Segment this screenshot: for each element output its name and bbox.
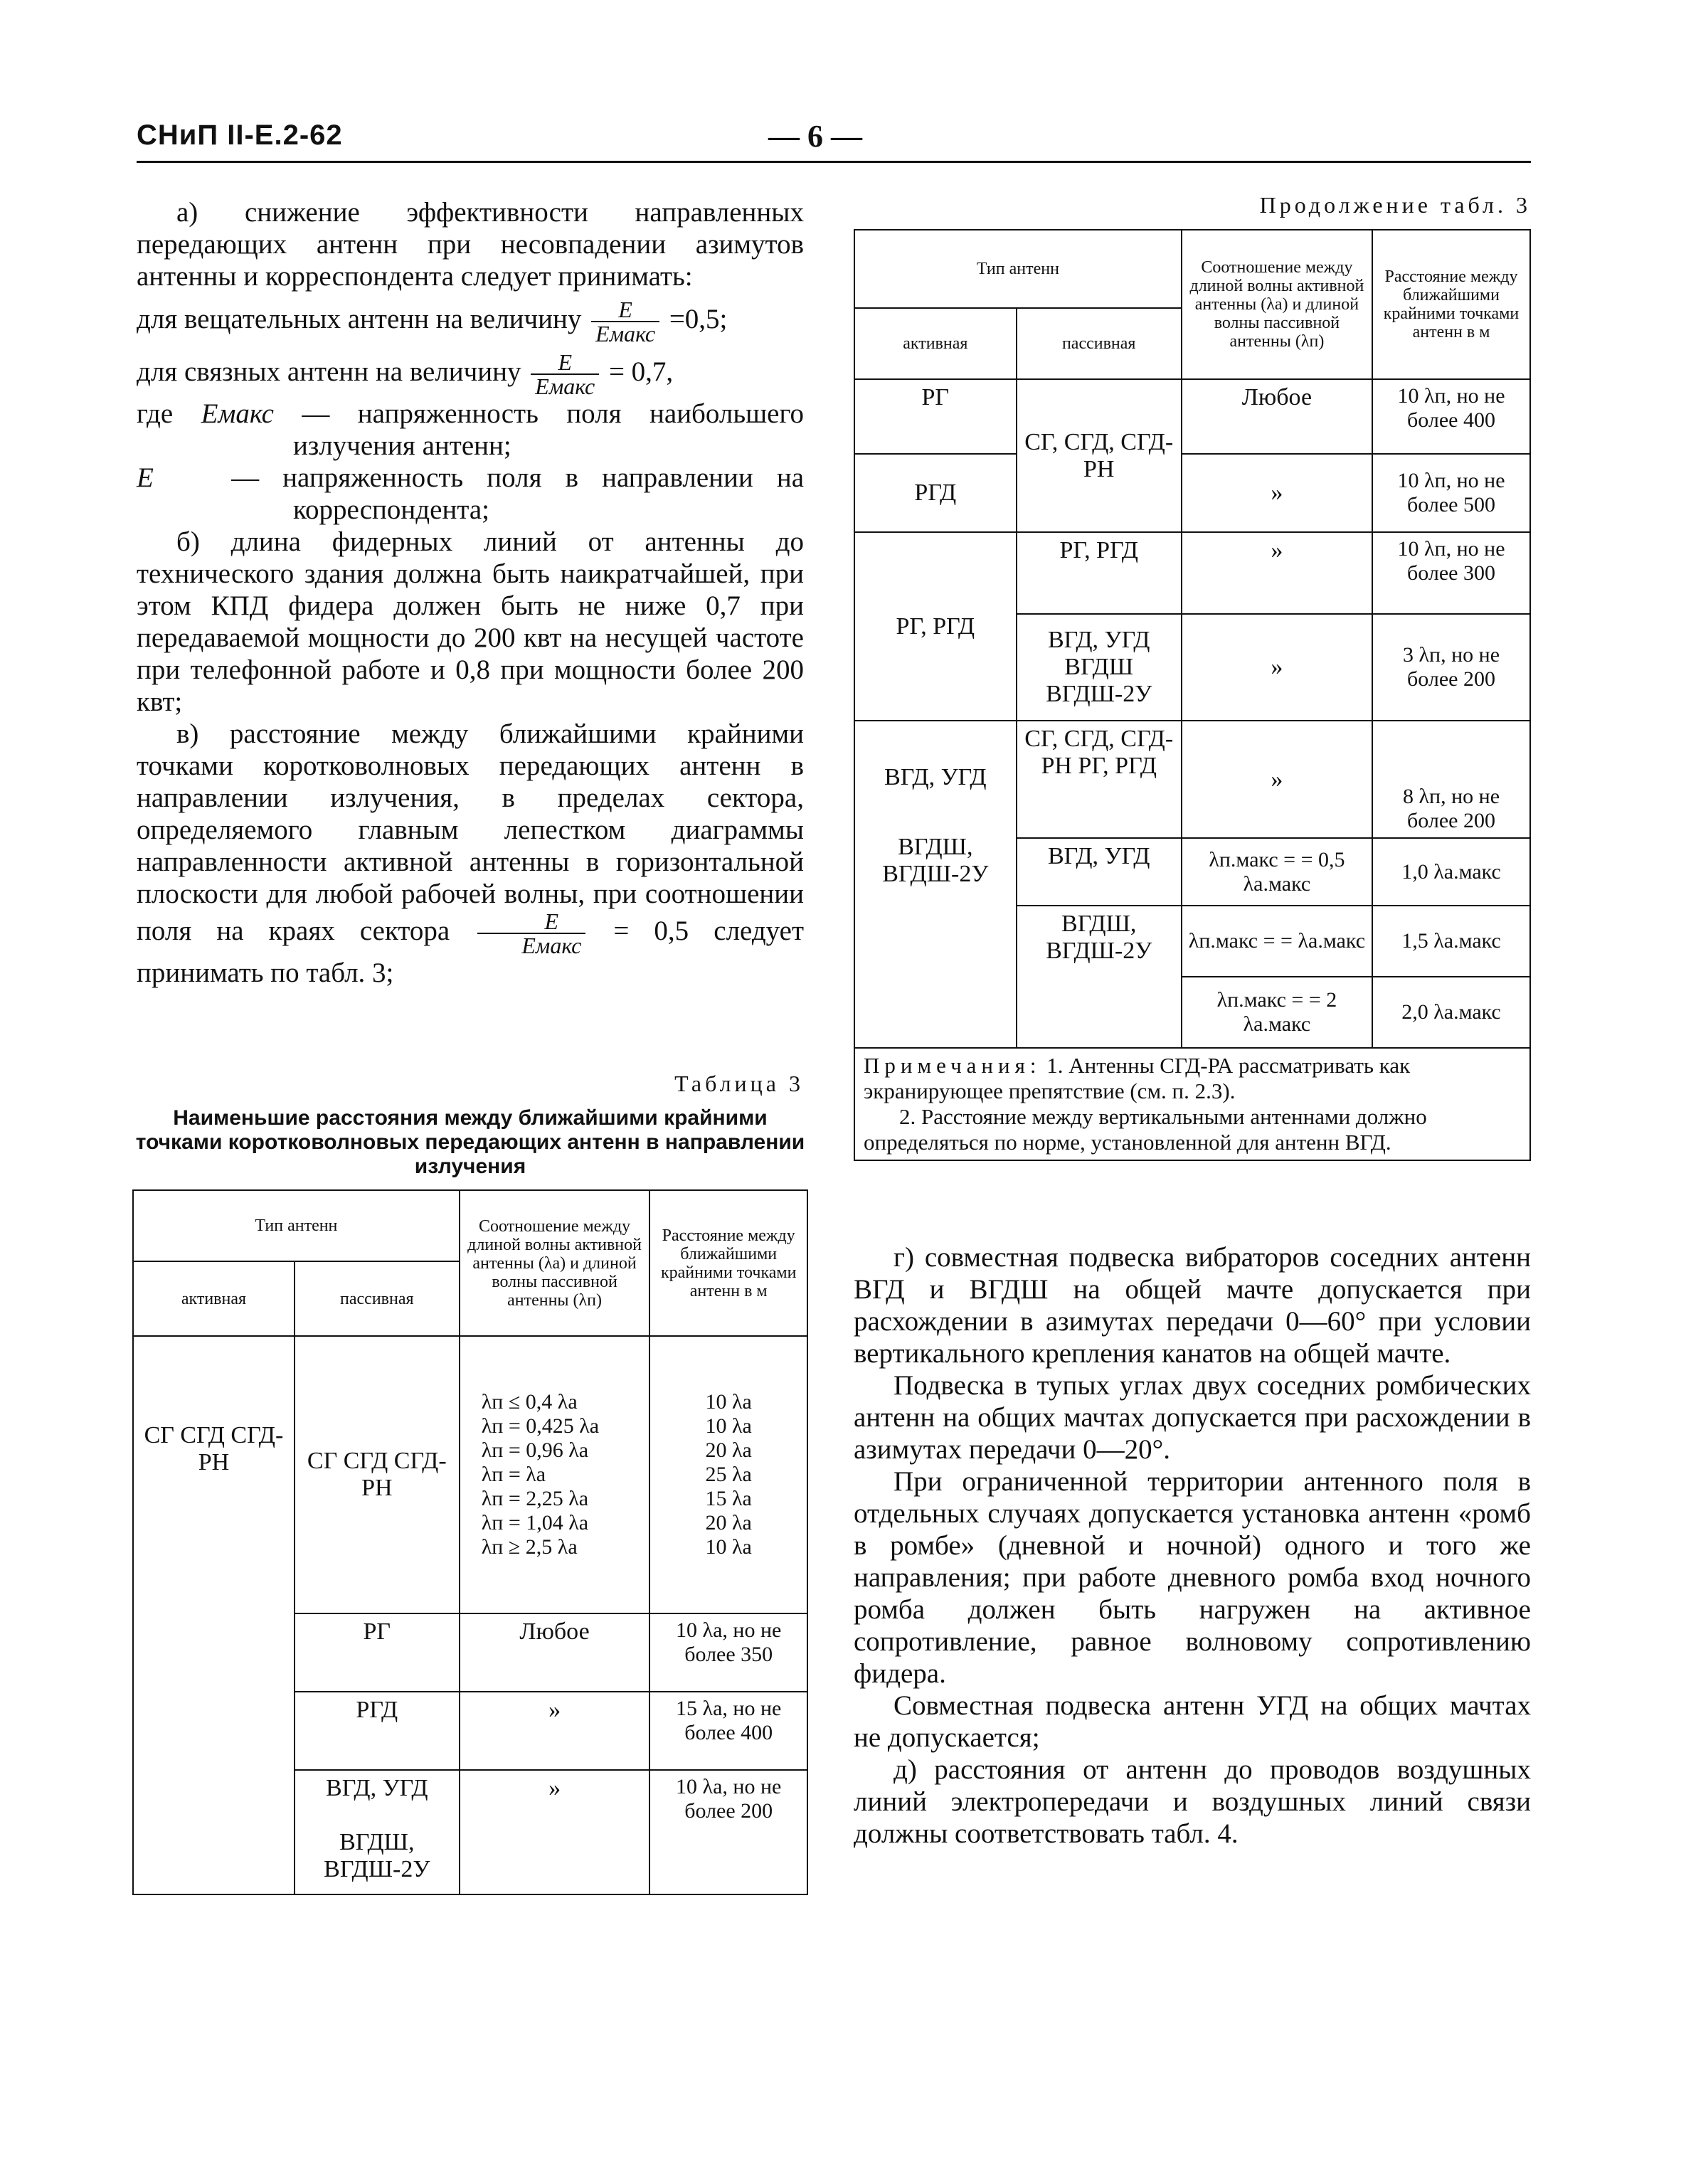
cell-ratio: Любое [1182,379,1372,454]
paragraph-v [137,718,804,989]
paragraph-d: д) расстояния от антенн до проводов воздушных линий электропередачи и воздушных линий связи должны соответствовать табл. 4. [854,1754,1531,1849]
cell-distance: 10 λп, но не более 300 [1372,532,1530,614]
cell-distance: 2,0 λа.макс [1372,977,1530,1048]
fraction-numerator: E [591,298,659,322]
cell-passive: ВГД, УГД [1017,838,1182,906]
e-description: — напряженность поля в направлении на корреспондента; [231,462,805,525]
table-row [854,379,1530,454]
cell-distance: 10 λа, но не более 200 [649,1770,807,1894]
header-type: Тип антенн [133,1190,460,1261]
cell-distance: 10 λп, но не более 500 [1372,454,1530,532]
header-passive: пассивная [1017,308,1182,379]
cell-passive: ВГД, УГД ВГДШ, ВГДШ-2У [295,1770,460,1894]
right-column [854,1241,1531,1850]
cell-passive: СГ СГД СГД-РН [295,1336,460,1613]
paragraph-g: г) совместная подвеска вибраторов соседних антенн ВГД и ВГДШ на общей мачте допускается при расхождении в азимутах передачи 0—60° при условии вертикального крепления канатов на общей мачте. [854,1242,1531,1369]
cell-distance: 3 λп, но не более 200 [1372,614,1530,721]
notes-label: Примечания: [864,1053,1041,1078]
table-row [854,721,1530,838]
note-2: 2. Расстояние между вертикальными антеннами должно определяться по норме, установленной для антенн ВГД. [864,1104,1427,1155]
comm-line [137,351,804,398]
cell-active: РГ [854,379,1017,454]
cell-active: СГ СГД СГД-РН [133,1336,295,1894]
fraction-denominator: Eмакс [521,933,582,958]
cell-ratio: » [460,1692,650,1770]
table-notes [854,1048,1530,1160]
emax-symbol: Eмакс [201,398,274,429]
paragraph-v-text: в) расстояние между ближайшими крайними точками коротковолновых передающих антенн в направлении излучения, в пределах сектора, определяемого главным лепестком диаграммы направленности активной антенны в горизонтальной плоскости для любой рабочей волны, при соотношении поля на краях сектора [137,719,804,946]
paragraph-a: а) снижение эффективности направленных передающих антенн при несовпадении азимутов антенны и корреспондента следует принимать: [137,197,804,292]
cell-ratio: » [460,1770,650,1894]
header-passive: пассивная [295,1261,460,1336]
cell-ratio: » [1182,721,1372,838]
header-distance: Расстояние между ближайшими крайними точками антенн в м [649,1190,807,1336]
header-rule [137,161,1531,163]
cell-ratio: » [1182,614,1372,721]
paragraph-suspension: Подвеска в тупых углах двух соседних ромбических антенн на общих мачтах допускается при расхождении в азимутах передачи 0—20°. [854,1370,1531,1465]
definition-e [137,462,804,526]
broadcast-text: для вещательных антенн на величину [137,303,582,334]
cell-passive: РГ [295,1613,460,1692]
broadcast-value: =0,5; [669,303,728,334]
definition-emax [137,398,804,462]
fraction [531,351,599,398]
notes-row [854,1048,1530,1160]
header-active: активная [854,308,1017,379]
cell-ratio: Любое [460,1613,650,1692]
emax-description: — напряженность поля наибольшего излучения антенн; [293,398,805,461]
page-number: — 6 — [768,119,862,154]
fraction [477,910,585,957]
cell-passive: СГ, СГД, СГД-РН [1017,379,1182,532]
cell-active-b: ВГДШ, ВГДШ-2У [882,834,989,887]
cell-passive: ВГД, УГД ВГДШ ВГДШ-2У [1017,614,1182,721]
paragraph-limited-territory: При ограниченной территории антенного поля в отдельных случаях допускается установка антенн «ромб в ромбе» (дневной и ночной) одного и того же направления; при работе дневного ромба вход ночного ромба должен быть нагружен на активное сопротивление, равное волновому сопротивлению фидера. [854,1466,1531,1689]
cell-distance: 8 λп, но не более 200 [1372,721,1530,838]
fraction-numerator: E [531,351,599,375]
table-3-continued [854,229,1531,1161]
cell-passive: РГ, РГД [1017,532,1182,614]
left-column [137,196,804,989]
cell-active: РГД [854,454,1017,532]
table-row [854,454,1530,532]
cell-ratio: λп ≤ 0,4 λа λп = 0,425 λа λп = 0,96 λа λп = λа λп = 2,25 λа λп = 1,04 λа λп ≥ 2,5 λа [460,1336,650,1613]
table-title: Наименьшие расстояния между ближайшими крайними точками коротковолновых передающих антенн в направлении излучения [135,1106,805,1178]
header-distance: Расстояние между ближайшими крайними точками антенн в м [1372,230,1530,379]
header-type: Тип антенн [854,230,1182,308]
fraction-denominator: Eмакс [535,373,595,399]
continuation-label: Продолжение табл. 3 [1259,192,1531,218]
header-ratio: Соотношение между длиной волны активной антенны (λа) и длиной волны пассивной антенны (λп) [460,1190,650,1336]
fraction [591,298,659,345]
cell-ratio: » [1182,454,1372,532]
cell-distance: 10 λа 10 λа 20 λа 25 λа 15 λа 20 λа 10 λа [649,1336,807,1613]
fraction-denominator: Eмакс [595,321,656,346]
header-ratio: Соотношение между длиной волны активной антенны (λа) и длиной волны пассивной антенны (λп) [1182,230,1372,379]
cell-ratio: λп.макс = = λа.макс [1182,906,1372,977]
paragraph-ugd: Совместная подвеска антенн УГД на общих мачтах не допускается; [854,1690,1531,1753]
cell-passive: РГД [295,1692,460,1770]
cell-passive: СГ, СГД, СГД-РН РГ, РГД [1017,721,1182,838]
cell-passive: ВГДШ, ВГДШ-2У [1017,906,1182,1048]
cell-active-a: ВГД, УГД [884,764,987,790]
e-symbol: E [137,462,154,493]
document-code: СНиП II-Е.2-62 [137,120,343,151]
note-1: 1. Антенны СГД-РА рассматривать как экранирующее препятствие (см. п. 2.3). [864,1053,1411,1103]
fraction-numerator: E [477,910,585,934]
cell-distance: 10 λа, но не более 350 [649,1613,807,1692]
table-row [133,1336,807,1613]
where-word: где [137,398,174,429]
cell-active: РГ, РГД [854,532,1017,721]
cell-ratio: λп.макс = = 2 λа.макс [1182,977,1372,1048]
paragraph-b: б) длина фидерных линий от антенны до технического здания должна быть наикратчайшей, при этом КПД фидера должен быть не ниже 0,7 при передаваемой мощности до 200 квт на несущей частоте при телефонной работе и 0,8 при мощности более 200 квт; [137,526,804,717]
cell-distance: 1,5 λа.макс [1372,906,1530,977]
header-active: активная [133,1261,295,1336]
cell-ratio: » [1182,532,1372,614]
cell-distance: 10 λп, но не более 400 [1372,379,1530,454]
table-3 [132,1189,808,1895]
broadcast-line [137,298,804,345]
comm-text: для связных антенн на величину [137,356,521,387]
table-label: Таблица 3 [674,1071,804,1096]
cell-ratio: λп.макс = = 0,5 λа.макс [1182,838,1372,906]
table-row [854,532,1530,614]
cell-active [854,721,1017,1048]
cell-distance: 15 λа, но не более 400 [649,1692,807,1770]
cell-distance: 1,0 λа.макс [1372,838,1530,906]
comm-value: = 0,7, [608,356,674,387]
paragraph-v-end: = 0,5 следует принимать по табл. 3; [137,915,805,988]
